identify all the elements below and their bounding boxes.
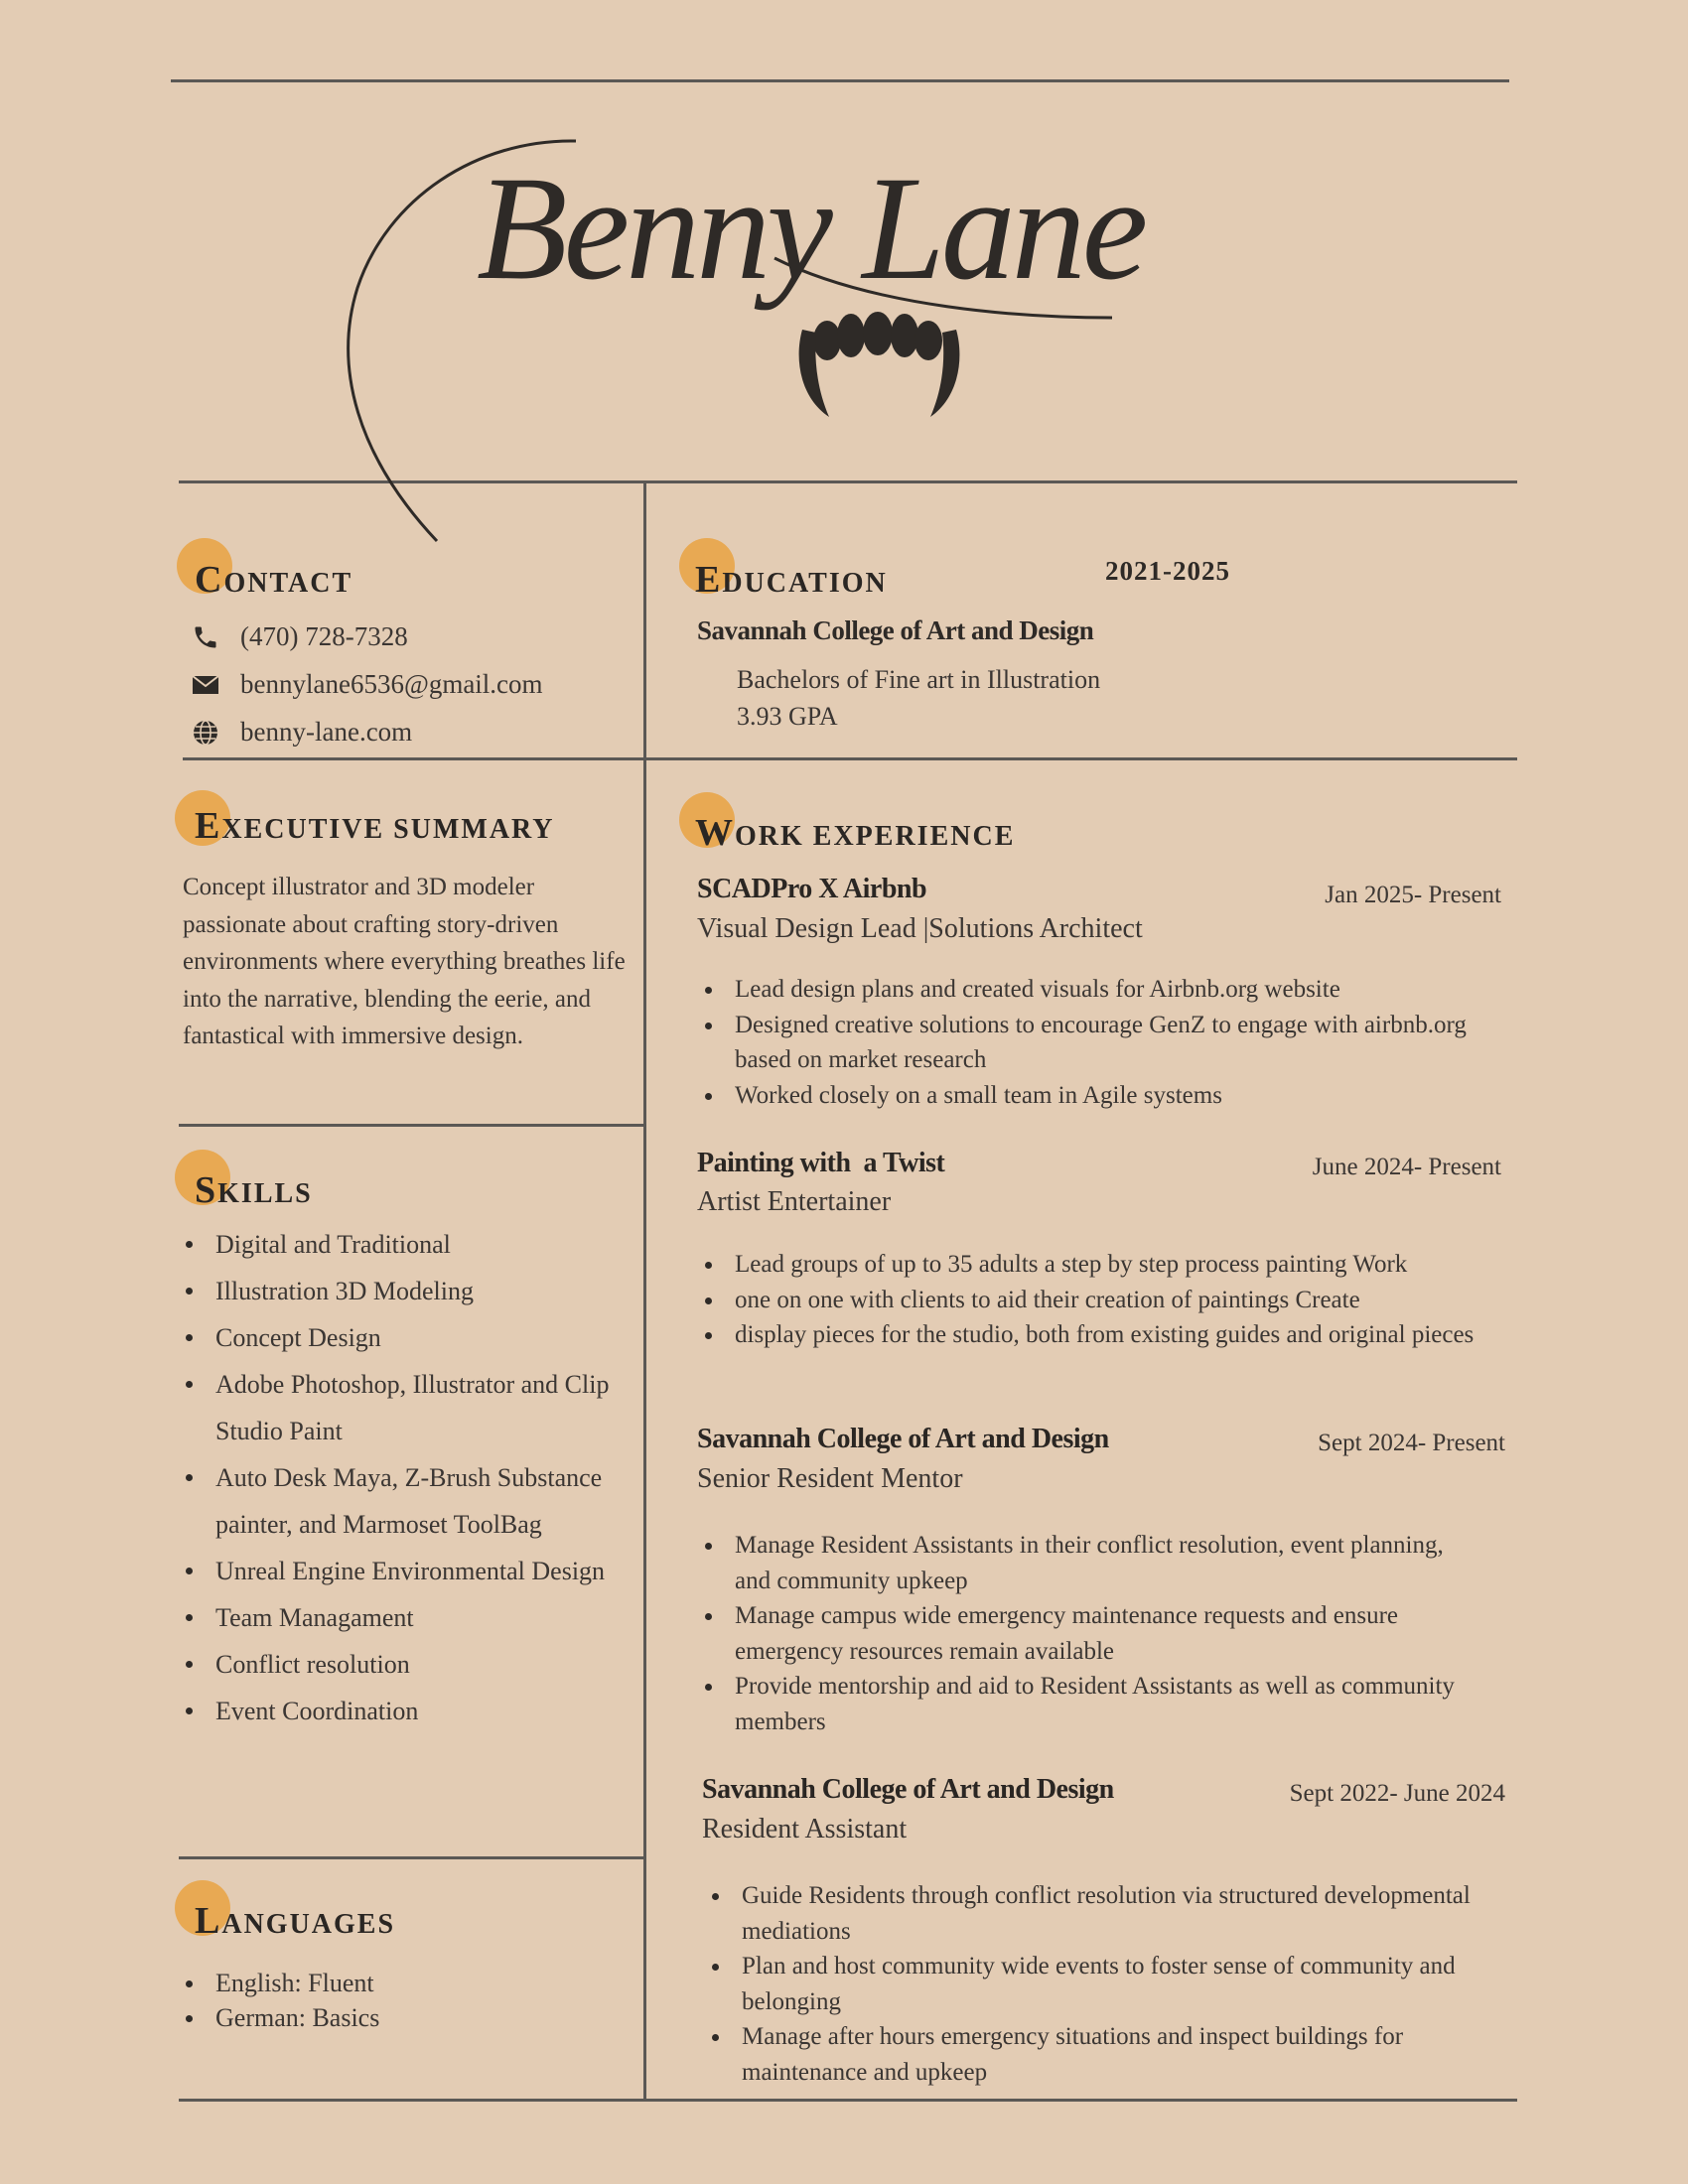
skills-list (183, 1221, 620, 1734)
skill-item: Illustration 3D Modeling (183, 1268, 620, 1314)
education-degree: Bachelors of Fine art in Illustration (737, 665, 1101, 694)
skills-heading: SKILLS (195, 1169, 313, 1211)
fangs-icon (799, 312, 960, 417)
job-date: Sept 2024- Present (1318, 1430, 1505, 1456)
contact-bottom-rule (183, 757, 1517, 760)
contact-website[interactable] (191, 717, 412, 748)
job-bullet: Designed creative solutions to encourage GenZ to engage with airbnb.org based on market research (697, 1008, 1491, 1078)
contact-email[interactable] (191, 669, 543, 700)
education-gpa: 3.93 GPA (737, 702, 838, 731)
job-bullet: Lead design plans and created visuals for Airbnb.org website (697, 972, 1491, 1008)
skill-item: Team Managament (183, 1594, 620, 1641)
education-heading: EDUCATION (695, 559, 888, 601)
website-text: benny-lane.com (240, 717, 413, 747)
skill-item: Event Coordination (183, 1688, 620, 1734)
job-bullets (704, 1878, 1498, 2090)
job-bullet: Manage Resident Assistants in their conflict resolution, event planning, and community upkeep (697, 1528, 1472, 1598)
job-title: Senior Resident Mentor (697, 1463, 963, 1494)
phone-icon (191, 622, 220, 652)
contact-heading: CONTACT (195, 559, 353, 601)
skill-item: Concept Design (183, 1314, 620, 1361)
skill-item: Digital and Traditional (183, 1221, 620, 1268)
education-school: Savannah College of Art and Design (697, 615, 1094, 645)
summary-heading: EXECUTIVE SUMMARY (195, 805, 555, 847)
job-bullet: one on one with clients to aid their creation of paintings Create (697, 1283, 1491, 1318)
skills-bottom-rule (179, 1856, 645, 1859)
job-bullet: Manage after hours emergency situations and inspect buildings for maintenance and upkeep (704, 2019, 1498, 2090)
job-company: Savannah College of Art and Design (702, 1774, 1114, 1805)
summary-bottom-rule (179, 1124, 645, 1127)
job-bullet: Manage campus wide emergency maintenance requests and ensure emergency resources remain available (697, 1598, 1472, 1669)
email-text: bennylane6536@gmail.com (240, 669, 543, 699)
skill-item: Auto Desk Maya, Z-Brush Substance painter, and Marmoset ToolBag (183, 1454, 620, 1548)
job-bullets (697, 1247, 1491, 1353)
job-bullet: Worked closely on a small team in Agile systems (697, 1078, 1491, 1114)
job-company: Painting with a Twist (697, 1148, 945, 1178)
language-item: English: Fluent (183, 1966, 620, 2000)
job-company: Savannah College of Art and Design (697, 1424, 1109, 1454)
job-bullets (697, 1528, 1472, 1739)
job-title: Artist Entertainer (697, 1186, 892, 1217)
languages-heading: LANGUAGES (195, 1900, 396, 1942)
job-bullet: Guide Residents through conflict resolution via structured developmental mediations (704, 1878, 1498, 1949)
contact-phone[interactable] (191, 621, 408, 652)
skill-item: Adobe Photoshop, Illustrator and Clip Studio Paint (183, 1361, 620, 1454)
job-bullet: Provide mentorship and aid to Resident Assistants as well as community members (697, 1669, 1472, 1739)
skill-item: Conflict resolution (183, 1641, 620, 1688)
job-bullet: Lead groups of up to 35 adults a step by step process painting Work (697, 1247, 1491, 1283)
language-item: German: Basics (183, 2000, 620, 2035)
job-title: Resident Assistant (702, 1814, 908, 1844)
page-bottom-rule (179, 2099, 1517, 2102)
phone-text: (470) 728-7328 (240, 621, 408, 651)
top-rule (171, 79, 1509, 82)
job-title: Visual Design Lead |Solutions Architect (697, 913, 1143, 944)
job-bullets (697, 972, 1491, 1113)
name-logo (328, 119, 1182, 546)
education-years: 2021-2025 (1105, 556, 1230, 586)
skill-item: Unreal Engine Environmental Design (183, 1548, 620, 1594)
job-date: June 2024- Present (1312, 1154, 1501, 1180)
globe-icon (191, 718, 220, 748)
mail-icon (191, 670, 220, 700)
job-date: Sept 2022- June 2024 (1289, 1780, 1505, 1807)
work-heading: WORK EXPERIENCE (695, 812, 1016, 854)
job-company: SCADPro X Airbnb (697, 874, 927, 904)
summary-text: Concept illustrator and 3D modeler passionate about crafting story-driven environments where everything breathes life into the narrative, blending the eerie, and fantastical with immersive design. (183, 874, 626, 1049)
job-bullet: Plan and host community wide events to foster sense of community and belonging (704, 1949, 1498, 2019)
languages-list (183, 1966, 620, 2035)
job-date: Jan 2025- Present (1325, 882, 1501, 908)
name-logo-text: Benny Lane (477, 146, 1145, 311)
job-bullet: display pieces for the studio, both from existing guides and original pieces (697, 1317, 1491, 1353)
